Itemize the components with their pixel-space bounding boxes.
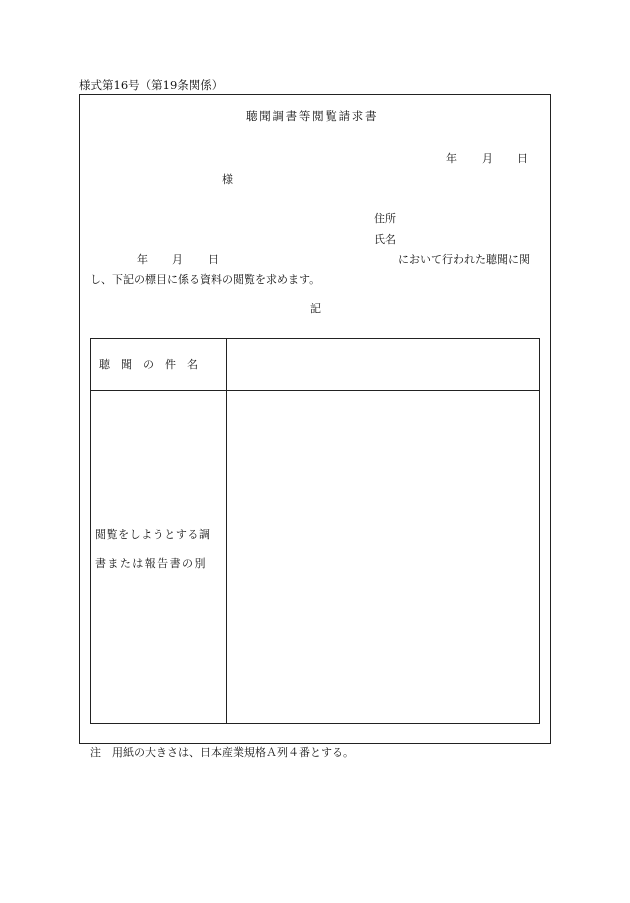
hearing-day-label: 日	[208, 253, 219, 266]
name-label: 氏名	[374, 233, 396, 246]
hearing-year-label: 年	[137, 253, 148, 266]
case-name-label: 聴 聞 の 件 名	[99, 358, 198, 371]
date-month-label: 月	[482, 152, 493, 165]
date-year-label: 年	[446, 152, 457, 165]
document-type-label-line1: 閲覧をしようとする調	[95, 528, 211, 541]
body-text-part2: し、下記の標目に係る資料の閲覧を求めます。	[90, 273, 321, 286]
case-name-field[interactable]	[227, 339, 539, 390]
ki-label: 記	[310, 302, 321, 315]
document-type-label-line2: 書または報告書の別	[95, 557, 207, 570]
form-title: 聴聞調書等閲覧請求書	[246, 109, 379, 123]
body-text-part1: において行われた聴聞に関	[398, 253, 530, 266]
document-type-field[interactable]	[227, 391, 539, 723]
paper-size-note: 注 用紙の大きさは、日本産業規格Ａ列４番とする。	[90, 746, 354, 759]
form-number: 様式第16号（第19条関係）	[79, 78, 224, 92]
request-table	[90, 338, 540, 724]
address-label: 住所	[374, 212, 396, 225]
hearing-month-label: 月	[172, 253, 183, 266]
date-day-label: 日	[517, 152, 528, 165]
addressee-suffix: 様	[222, 173, 233, 186]
